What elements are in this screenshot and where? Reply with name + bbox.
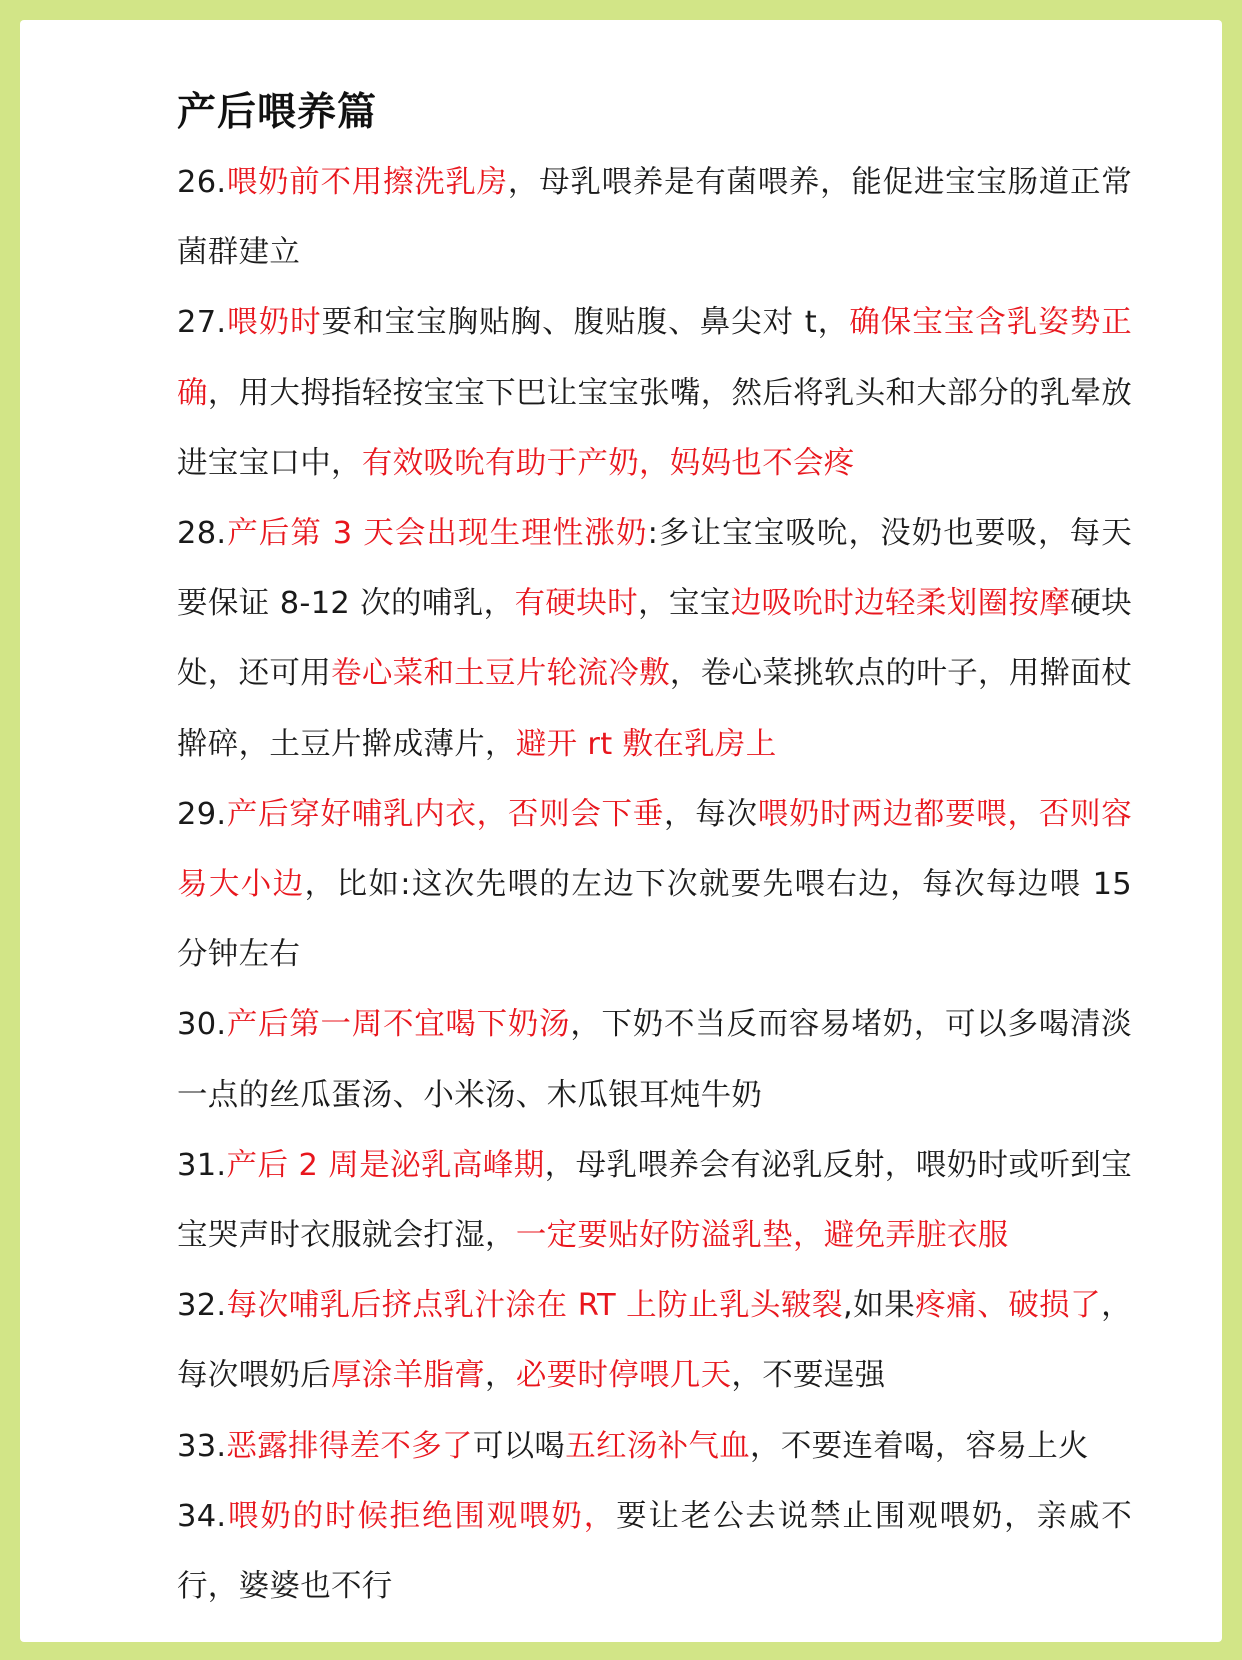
tip-text: ，不要连着喝，容易上火 (750, 1428, 1089, 1464)
tip-highlight: 喂奶的时候拒绝围观喂奶， (226, 1498, 617, 1534)
tip-highlight: 确保宝宝含乳姿势正确 (177, 305, 1132, 411)
tip-highlight: 有效吸吮有助于产奶，妈妈也不会疼 (361, 445, 855, 481)
tip-number: 32. (177, 1288, 227, 1324)
tip-text: ，用大拇指轻按宝宝下巴让宝宝张嘴，然后将乳头和大部分的乳晕放进宝宝口中， (177, 375, 1132, 481)
tip-text: :多让宝宝吸吮，没奶也要吸，每天要保证 8-12 次的哺乳， (177, 516, 1132, 622)
tip-item (177, 1412, 1132, 1482)
tip-number: 33. (177, 1428, 227, 1464)
tip-highlight: 喂奶时两边都要喂，否则容易大小边 (177, 796, 1132, 903)
tip-text: ，卷心菜挑软点的叶子，用擀面杖擀碎，土豆片擀成薄片， (177, 656, 1132, 762)
tip-text: ， (485, 1358, 516, 1394)
tip-highlight: 产后 2 周是泌乳高峰期 (226, 1147, 545, 1183)
tip-text: ，比如:这次先喂的左边下次就要先喂右边，每次每边喂 15 分钟左右 (177, 867, 1133, 973)
tip-item (177, 1271, 1132, 1411)
tip-item (177, 780, 1132, 991)
tip-text: ，母乳喂养会有泌乳反射，喂奶时或听到宝宝哭声时衣服就会打湿， (177, 1147, 1132, 1254)
tip-item (177, 1131, 1132, 1271)
tip-item (177, 288, 1132, 499)
tip-text: 可以喝 (472, 1428, 566, 1464)
tip-number: 28. (177, 516, 227, 552)
tip-highlight: 避开 rt 敷在乳房上 (515, 726, 777, 762)
tip-number: 31. (177, 1147, 227, 1183)
tip-highlight: 一定要贴好防溢乳垫，避免弄脏衣服 (515, 1218, 1009, 1254)
tip-highlight: 产后穿好哺乳内衣，否则会下垂 (226, 796, 665, 832)
tip-highlight: 每次哺乳后挤点乳汁涂在 RT 上防止乳头皲裂 (226, 1288, 844, 1324)
tip-text: ，下奶不当反而容易堵奶，可以多喝清淡一点的丝瓜蛋汤、小米汤、木瓜银耳炖牛奶 (177, 1007, 1132, 1113)
tip-text: ，每次 (664, 796, 758, 832)
tip-highlight: 五红汤补气血 (565, 1428, 751, 1464)
tip-number: 26. (177, 165, 227, 200)
tip-text: 要和宝宝胸贴胸、腹贴腹、鼻尖对 t， (321, 305, 850, 341)
tip-text: ，每次喂奶后 (177, 1288, 1132, 1394)
tip-highlight: 卷心菜和土豆片轮流冷敷 (331, 656, 670, 692)
tip-highlight: 疼痛、破损了 (915, 1288, 1102, 1324)
tip-item (177, 499, 1132, 780)
tip-highlight: 喂奶时 (226, 305, 322, 341)
tip-item (177, 990, 1132, 1130)
tip-highlight: 必要时停喂几天 (515, 1358, 732, 1394)
tip-highlight: 恶露排得差不多了 (226, 1428, 473, 1464)
tip-item (177, 148, 1132, 288)
tip-text: 硬块处，还可用 (177, 586, 1132, 692)
tip-highlight: 有硬块时 (514, 586, 639, 622)
tip-text: 要让老公去说禁止围观喂奶，亲戚不行，婆婆也不行 (177, 1498, 1132, 1605)
tip-text: ，不要逞强 (731, 1358, 886, 1394)
tip-highlight: 边吸吮时边轻柔划圈按摩 (730, 586, 1071, 622)
tip-number: 29. (177, 796, 227, 832)
tip-highlight: 厚涂羊脂膏 (331, 1358, 485, 1394)
tip-text: ,如果 (843, 1288, 916, 1324)
content-card (20, 20, 1222, 1642)
tip-highlight: 产后第 3 天会出现生理性涨奶 (226, 516, 648, 552)
page-title: 产后喂养篇 (177, 90, 378, 135)
tip-number: 34. (177, 1498, 227, 1534)
tip-highlight: 产后第一周不宜喝下奶汤 (226, 1007, 571, 1043)
tip-text: ，母乳喂养是有菌喂养，能促进宝宝肠道正常菌群建立 (177, 165, 1133, 271)
article-body (177, 78, 1132, 1622)
tip-text: ，宝宝 (638, 586, 731, 622)
tip-number: 27. (177, 305, 227, 341)
tip-item (177, 1482, 1132, 1622)
tip-highlight: 喂奶前不用擦洗乳房 (226, 165, 508, 200)
tip-number: 30. (177, 1007, 227, 1043)
